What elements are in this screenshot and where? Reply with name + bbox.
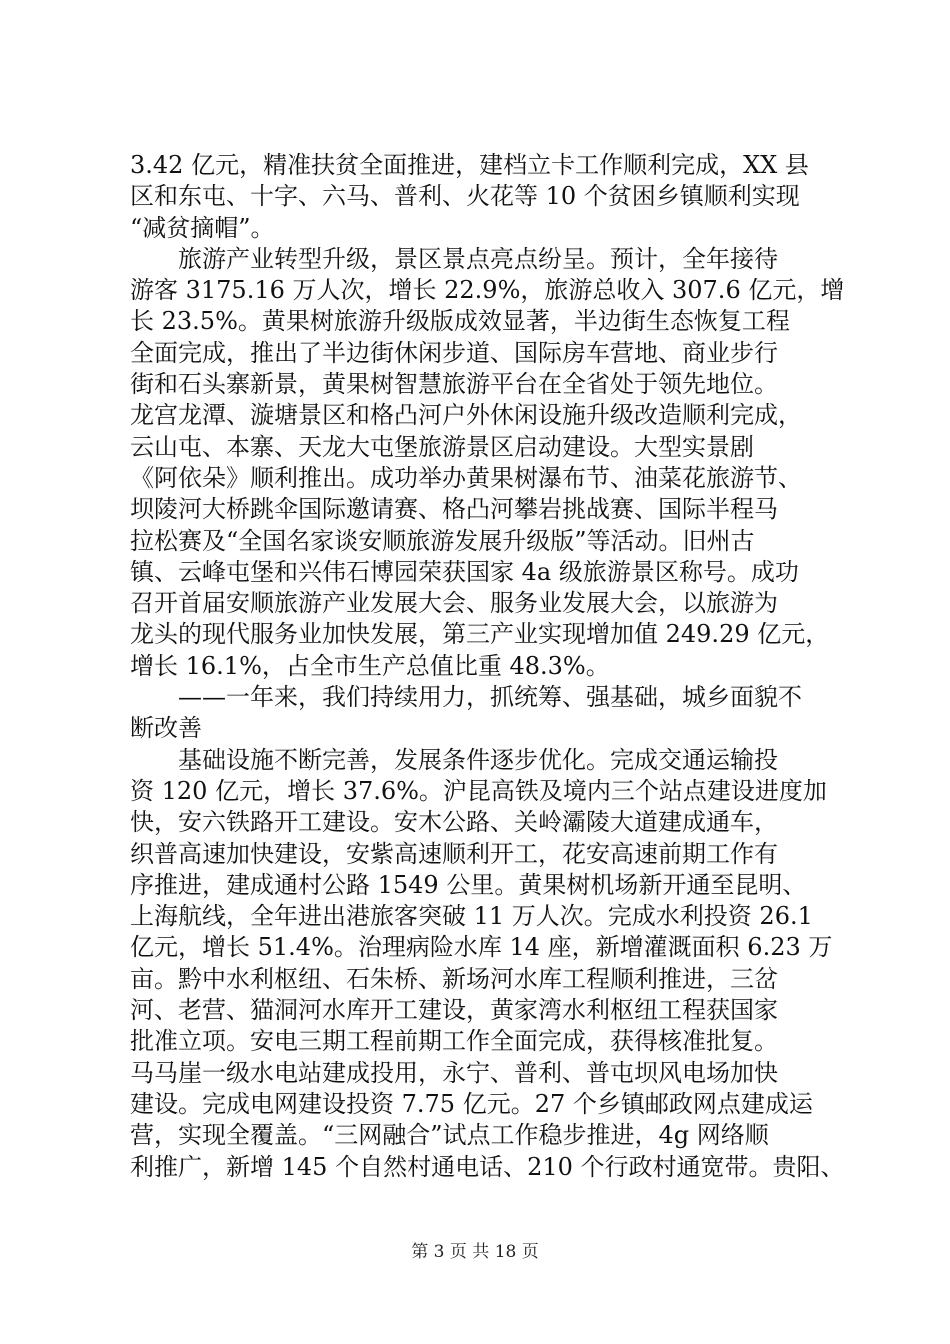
text-line: 全面完成，推出了半边街休闲步道、国际房车营地、商业步行 <box>130 338 778 367</box>
text-line: 增长 16.1%，占全市生产总值比重 48.3%。 <box>130 651 610 680</box>
page-footer: 第 3 页 共 18 页 <box>411 1242 539 1262</box>
text-line: “减贫摘帽”。 <box>130 213 275 242</box>
text-line: 序推进，建成通村公路 1549 公里。黄果树机场新开通至昆明、 <box>130 870 807 899</box>
text-line: 资 120 亿元，增长 37.6%。沪昆高铁及境内三个站点建设进度加 <box>130 776 827 805</box>
text-line: 拉松赛及“全国名家谈安顺旅游发展升级版”等活动。旧州古 <box>130 526 755 555</box>
text-line: 旅游产业转型升级，景区景点亮点纷呈。预计，全年接待 <box>178 244 778 273</box>
text-line: 召开首届安顺旅游产业发展大会、服务业发展大会，以旅游为 <box>130 589 778 618</box>
text-line: 河、老营、猫洞河水库开工建设，黄家湾水利枢纽工程获国家 <box>130 996 778 1025</box>
text-line: 批准立项。安电三期工程前期工作全面完成，获得核准批复。 <box>130 1027 778 1056</box>
text-line: 坝陵河大桥跳伞国际邀请赛、格凸河攀岩挑战赛、国际半程马 <box>130 495 778 524</box>
text-line: 亿元，增长 51.4%。治理病险水库 14 座，新增灌溉面积 6.23 万 <box>130 933 833 962</box>
text-line: 街和石头寨新景，黄果树智慧旅游平台在全省处于领先地位。 <box>130 370 778 399</box>
text-line: ——一年来，我们持续用力，抓统筹、强基础，城乡面貌不 <box>178 683 802 712</box>
text-line: 区和东屯、十字、六马、普利、火花等 10 个贫困乡镇顺利实现 <box>130 182 800 211</box>
text-line: 断改善 <box>130 714 202 743</box>
text-line: 亩。黔中水利枢纽、石朱桥、新场河水库工程顺利推进，三岔 <box>130 964 778 993</box>
text-line: 基础设施不断完善，发展条件逐步优化。完成交通运输投 <box>178 745 778 774</box>
text-line: 长 23.5%。黄果树旅游升级版成效显著，半边街生态恢复工程 <box>130 307 790 336</box>
text-line: 快，安六铁路开工建设。安木公路、关岭灞陵大道建成通车， <box>130 808 778 837</box>
document-body <box>130 150 850 1183</box>
text-line: 上海航线，全年进出港旅客突破 11 万人次。完成水利投资 26.1 <box>130 902 813 931</box>
text-line: 织普高速加快建设，安紫高速顺利开工，花安高速前期工作有 <box>130 839 778 868</box>
text-line: 《阿依朵》顺利推出。成功举办黄果树瀑布节、油菜花旅游节、 <box>130 463 802 492</box>
text-line: 利推广，新增 145 个自然村通电话、210 个行政村通宽带。贵阳、 <box>130 1152 845 1181</box>
text-line: 3.42 亿元，精准扶贫全面推进，建档立卡工作顺利完成，XX 县 <box>130 151 809 179</box>
text-line: 营，实现全覆盖。“三网融合”试点工作稳步推进，4g 网络顺 <box>130 1121 769 1150</box>
text-line: 镇、云峰屯堡和兴伟石博园荣获国家 4a 级旅游景区称号。成功 <box>130 557 799 586</box>
text-line: 云山屯、本寨、天龙大屯堡旅游景区启动建设。大型实景剧 <box>130 432 754 461</box>
text-line: 马马崖一级水电站建成投用，永宁、普利、普屯坝风电场加快 <box>130 1058 778 1087</box>
text-line: 建设。完成电网建设投资 7.75 亿元。27 个乡镇邮政网点建成运 <box>130 1089 813 1118</box>
text-line: 龙宫龙潭、漩塘景区和格凸河户外休闲设施升级改造顺利完成， <box>130 401 802 430</box>
text-line: 龙头的现代服务业加快发展，第三产业实现增加值 249.29 亿元， <box>130 620 830 649</box>
text-line: 游客 3175.16 万人次，增长 22.9%，旅游总收入 307.6 亿元，增 <box>130 276 845 305</box>
